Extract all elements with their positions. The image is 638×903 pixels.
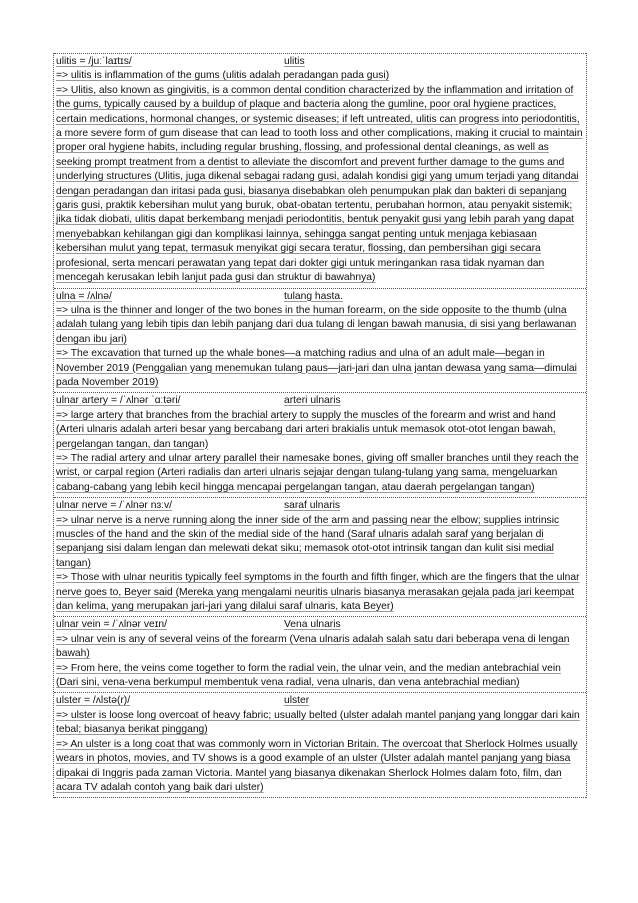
entry-definition: => ulitis is inflammation of the gums (ulitis adalah peradangan pada gusi) <box>56 70 390 82</box>
entry-translation: arteri ulnaris <box>284 395 341 407</box>
entry-ulna <box>54 288 586 393</box>
entry-header <box>56 499 584 513</box>
entry-definition: => ulna is the thinner and longer of the two bones in the human forearm, on the side opposite to the thumb (ulna adalah tulang yang lebih tipis dan lebih panjang dari dua tulang di lengan bawah manusia, di sisi yang berlawanan dengan ibu jari) <box>56 304 577 345</box>
entry-header <box>56 694 584 708</box>
entry-ulster <box>54 692 586 798</box>
entry-example: => An ulster is a long coat that was commonly worn in Victorian Britain. The overcoat that Sherlock Holmes usually wears in photos, movies, and TV shows is a good example of an ulster (Ulster adalah mantel panjang yang biasa dipakai di Inggris pada zaman Victoria. Mantel yang biasanya dikenakan Sherlock Holmes dalam foto, film, dan acara TV adalah contoh yang baik dari ulster) <box>56 738 578 793</box>
entry-translation: tulang hasta. <box>284 290 343 302</box>
entry-term: ulnar vein = /ˈʌlnər veɪn/ <box>56 619 167 631</box>
entry-translation: saraf ulnaris <box>284 500 341 512</box>
entry-ulnar-nerve <box>54 497 586 616</box>
entry-term: ulna = /ʌlnə/ <box>56 290 112 302</box>
entry-term: ulster = /ʌlstə(r)/ <box>56 695 131 707</box>
entry-definition: => ulnar nerve is a nerve running along the inner side of the arm and passing near the elbow; supplies intrinsic muscles of the hand and the skin of the medial side of the hand (Saraf ulnaris adalah saraf yang berjalan di sepanjang sisi dalam lengan dan melewati dekat siku; memasok otot-otot intrinsik tangan dan kulit sisi medial tangan) <box>56 514 560 569</box>
dictionary-page <box>53 53 587 798</box>
entry-term: ulnar nerve = /ˈʌlnər nɜːv/ <box>56 500 173 512</box>
entry-example: => From here, the veins come together to form the radial vein, the ulnar vein, and the median antebrachial vein (Dari sini, vena-vena berkumpul membentuk vena radial, vena ulnaris, dan vena antebrachial median) <box>56 662 561 689</box>
entry-example: => Those with ulnar neuritis typically feel symptoms in the fourth and fifth finger, which are the fingers that the ulnar nerve goes to, Beyer said (Mereka yang mengalami neuritis ulnaris biasanya merasakan gejala pada jari keempat dan kelima, yang merupakan jari-jari yang dilalui saraf ulnaris, kata Beyer) <box>56 572 580 613</box>
entry-ulnar-artery <box>54 392 586 497</box>
entry-translation: ulitis <box>284 56 305 67</box>
entry-ulitis <box>54 53 586 288</box>
entry-translation: ulster <box>284 695 310 707</box>
entry-ulnar-vein <box>54 616 586 692</box>
entry-header <box>56 394 584 408</box>
entry-definition: => ulster is loose long overcoat of heavy fabric; usually belted (ulster adalah mantel panjang yang longgar dari kain tebal; biasanya berikat pinggang) <box>56 709 580 736</box>
entry-term: ulitis = /juːˈlaɪtɪs/ <box>56 56 132 67</box>
entry-example: => The radial artery and ulnar artery parallel their namesake bones, giving off smaller branches until they reach the wrist, or carpal region (Arteri radialis dan arteri ulnaris sejajar dengan tulang-tulang yang sama, mengeluarkan cabang-cabang yang lebih kecil hingga mencapai pergelangan tangan, atau daerah pergelangan tangan) <box>56 452 579 493</box>
entry-header <box>56 618 584 632</box>
entry-term: ulnar artery = /ˈʌlnər ˈɑːtəri/ <box>56 395 181 407</box>
entry-example: => Ulitis, also known as gingivitis, is a common dental condition characterized by the inflammation and irritation of the gums, typically caused by a buildup of plaque and bacteria along the gumline, poor oral hygiene practices, certain medications, hormonal changes, or systemic diseases; if left untreated, ulitis can progress into periodontitis, a more severe form of gum disease that can lead to tooth loss and other complications, making it crucial to maintain proper oral hygiene habits, including regular brushing, flossing, and professional dental cleanings, as well as seeking prompt treatment from a dentist to alleviate the discomfort and prevent further damage to the gums and underlying structures (Ulitis, juga dikenal sebagai radang gusi, adalah kondisi gigi yang umum terjadi yang ditandai dengan peradangan dan iritasi pada gusi, biasanya disebabkan oleh penumpukan plak dan bakteri di sepanjang garis gusi, praktik kebersihan mulut yang buruk, obat-obatan tertentu, perubahan hormon, atau penyakit sistemik; jika tidak diobati, ulitis dapat berkembang menjadi periodontitis, bentuk penyakit gusi yang lebih parah yang dapat menyebabkan kehilangan gigi dan komplikasi lainnya, sehingga sangat penting untuk menjaga kebiasaan kebersihan mulut yang tepat, termasuk menyikat gigi secara teratur, flossing, dan pembersihan gigi secara profesional, serta mencari perawatan yang tepat dari dokter gigi untuk meringankan rasa tidak nyaman dan mencegah kerusakan lebih lanjut pada gusi dan struktur di bawahnya) <box>56 84 583 284</box>
entry-example: => The excavation that turned up the whale bones—a matching radius and ulna of an adult male—began in November 2019 (Penggalian yang menemukan tulang paus—jari-jari dan ulna jantan dewasa yang sama—dimulai pada November 2019) <box>56 348 577 388</box>
entry-header <box>56 55 584 69</box>
entry-definition: => ulnar vein is any of several veins of the forearm (Vena ulnaris adalah salah satu dari beberapa vena di lengan bawah) <box>56 633 570 660</box>
entry-definition: => large artery that branches from the brachial artery to supply the muscles of the forearm and wrist and hand (Arteri ulnaris adalah arteri besar yang bercabang dari arteri brakialis untuk memasok otot-otot lengan bawah, pergelangan tangan, dan tangan) <box>56 409 556 450</box>
entry-translation: Vena ulnaris <box>284 619 341 631</box>
entry-header <box>56 290 584 304</box>
